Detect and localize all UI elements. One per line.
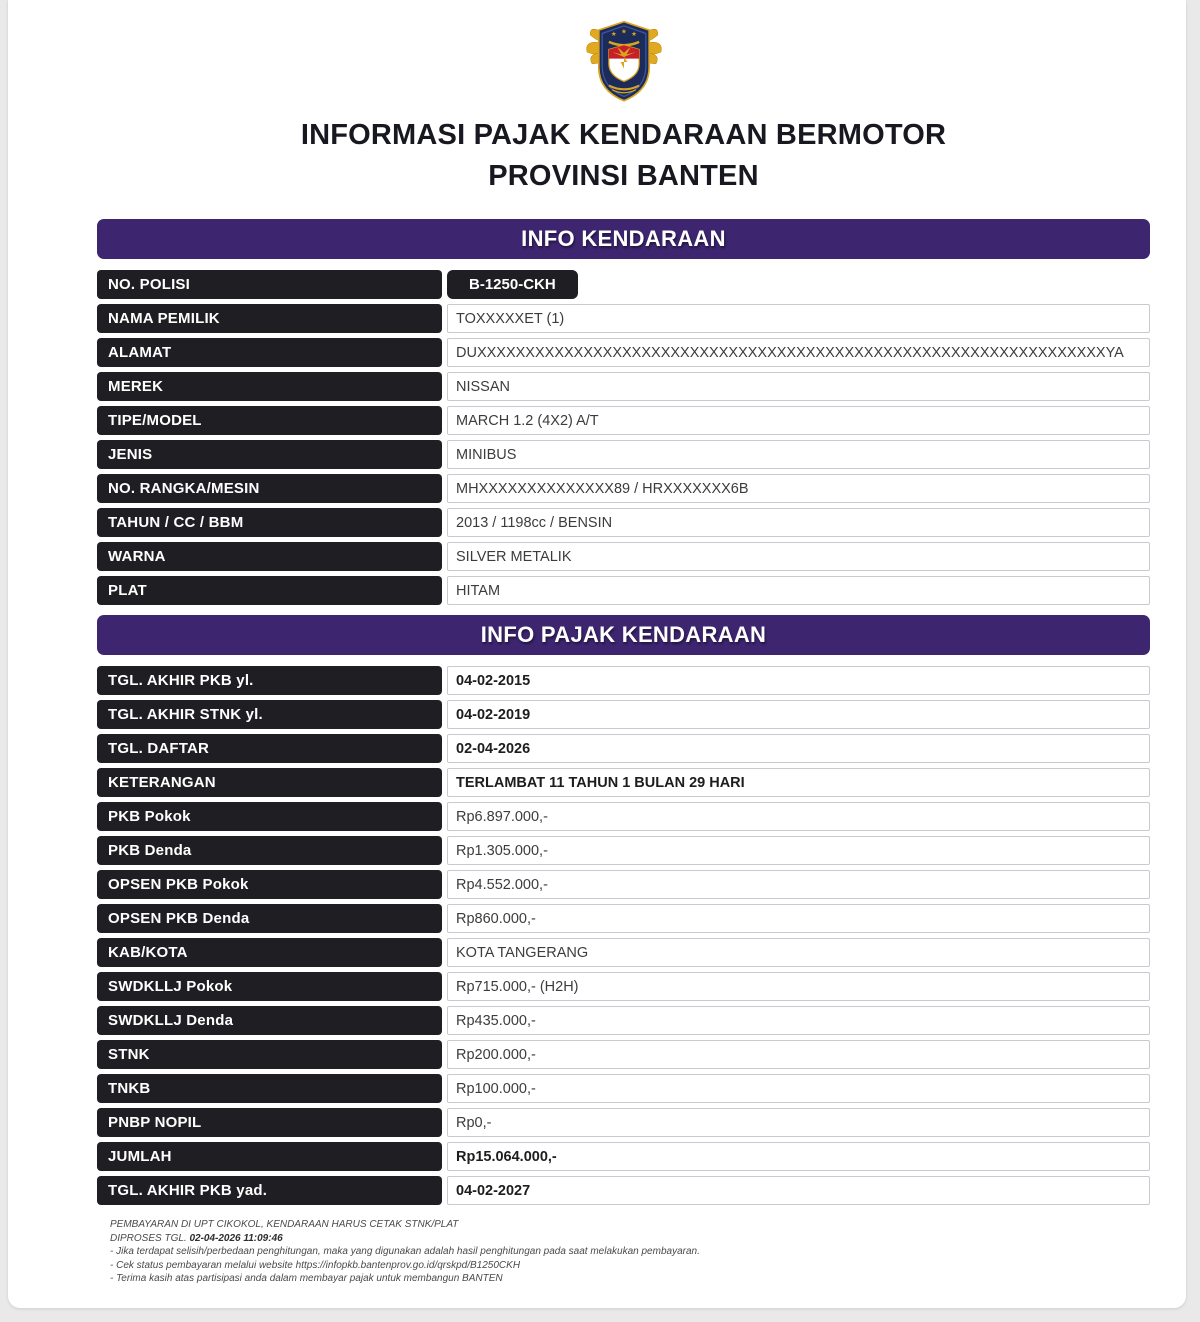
page-card	[8, 0, 1186, 1308]
row-label: TAHUN / CC / BBM	[97, 508, 442, 537]
table-row	[97, 700, 1150, 729]
table-row	[97, 338, 1150, 367]
row-label: PNBP NOPIL	[97, 1108, 442, 1137]
row-value: Rp100.000,-	[447, 1074, 1150, 1103]
footer-processed-line	[110, 1232, 1150, 1246]
row-label: MEREK	[97, 372, 442, 401]
svg-text:★: ★	[610, 31, 617, 38]
footer-note-1: - Jika terdapat selisih/perbedaan penghitungan, maka yang digunakan adalah hasil penghitungan pada saat melakukan pembayaran.	[110, 1246, 700, 1258]
table-row	[97, 1176, 1150, 1205]
row-value: Rp860.000,-	[447, 904, 1150, 933]
page-content	[97, 0, 1150, 1286]
row-label: JUMLAH	[97, 1142, 442, 1171]
table-row	[97, 836, 1150, 865]
page-title-line2: PROVINSI BANTEN	[488, 160, 759, 193]
table-row	[97, 1006, 1150, 1035]
page-title-line1: INFORMASI PAJAK KENDARAAN BERMOTOR	[300, 119, 947, 151]
section-header	[97, 219, 1150, 259]
footer-payment-note: PEMBAYARAN DI UPT CIKOKOL, KENDARAAN HARUS CETAK STNK/PLAT	[110, 1219, 459, 1231]
row-value: Rp435.000,-	[447, 1006, 1150, 1035]
row-value: MINIBUS	[447, 440, 1150, 469]
row-value: TOXXXXXET (1)	[447, 304, 1150, 333]
footer-notes	[97, 1218, 1150, 1286]
info-section	[97, 219, 1150, 605]
table-row	[97, 406, 1150, 435]
row-label: NAMA PEMILIK	[97, 304, 442, 333]
table-row	[97, 508, 1150, 537]
row-value: KOTA TANGERANG	[447, 938, 1150, 967]
table-row	[97, 372, 1150, 401]
row-label: TIPE/MODEL	[97, 406, 442, 435]
table-row	[97, 542, 1150, 571]
row-label: JENIS	[97, 440, 442, 469]
table-row	[97, 904, 1150, 933]
row-value: Rp1.305.000,-	[447, 836, 1150, 865]
table-row	[97, 802, 1150, 831]
row-label: TGL. AKHIR PKB yad.	[97, 1176, 442, 1205]
row-value: Rp15.064.000,-	[447, 1142, 1150, 1171]
table-row	[97, 972, 1150, 1001]
row-value: 02-04-2026	[447, 734, 1150, 763]
row-value: MHXXXXXXXXXXXXXX89 / HRXXXXXXX6B	[447, 474, 1150, 503]
sections	[97, 219, 1150, 1205]
row-label: SWDKLLJ Denda	[97, 1006, 442, 1035]
table-row	[97, 666, 1150, 695]
row-value: NISSAN	[447, 372, 1150, 401]
svg-text:★: ★	[620, 28, 627, 36]
row-label: TGL. AKHIR PKB yl.	[97, 666, 442, 695]
section-header	[97, 615, 1150, 655]
row-value: B-1250-CKH	[447, 270, 578, 299]
row-value: 2013 / 1198cc / BENSIN	[447, 508, 1150, 537]
row-value: Rp6.897.000,-	[447, 802, 1150, 831]
table-row	[97, 440, 1150, 469]
row-value: Rp4.552.000,-	[447, 870, 1150, 899]
row-label: KAB/KOTA	[97, 938, 442, 967]
row-value: 04-02-2015	[447, 666, 1150, 695]
row-label: PKB Pokok	[97, 802, 442, 831]
row-label: WARNA	[97, 542, 442, 571]
row-label: STNK	[97, 1040, 442, 1069]
table-row	[97, 270, 1150, 299]
row-value: DUXXXXXXXXXXXXXXXXXXXXXXXXXXXXXXXXXXXXXXXXXXXXXXXXXXXXXXXXXXXXXXXXXYA	[447, 338, 1150, 367]
row-value: SILVER METALIK	[447, 542, 1150, 571]
row-value: Rp200.000,-	[447, 1040, 1150, 1069]
footer-note-2: - Cek status pembayaran melalui website https://infopkb.bantenprov.go.id/qrskpd/B1250CKH	[110, 1259, 521, 1271]
logo-wrap	[97, 8, 1150, 111]
row-label: SWDKLLJ Pokok	[97, 972, 442, 1001]
footer-note-3: - Terima kasih atas partisipasi anda dalam membayar pajak untuk membangun BANTEN	[110, 1273, 503, 1285]
table-row	[97, 1142, 1150, 1171]
row-value: 04-02-2019	[447, 700, 1150, 729]
row-label: KETERANGAN	[97, 768, 442, 797]
row-label: NO. POLISI	[97, 270, 442, 299]
row-label: OPSEN PKB Denda	[97, 904, 442, 933]
row-value: Rp715.000,- (H2H)	[447, 972, 1150, 1001]
row-value: HITAM	[447, 576, 1150, 605]
row-value: MARCH 1.2 (4X2) A/T	[447, 406, 1150, 435]
table-row	[97, 734, 1150, 763]
row-label: PLAT	[97, 576, 442, 605]
table-row	[97, 938, 1150, 967]
row-label: TGL. AKHIR STNK yl.	[97, 700, 442, 729]
row-label: PKB Denda	[97, 836, 442, 865]
section-rows	[97, 666, 1150, 1205]
row-label: NO. RANGKA/MESIN	[97, 474, 442, 503]
table-row	[97, 304, 1150, 333]
row-label: ALAMAT	[97, 338, 442, 367]
table-row	[97, 576, 1150, 605]
table-row	[97, 1040, 1150, 1069]
table-row	[97, 768, 1150, 797]
table-row	[97, 1108, 1150, 1137]
row-label: OPSEN PKB Pokok	[97, 870, 442, 899]
info-section	[97, 615, 1150, 1205]
table-row	[97, 870, 1150, 899]
footer-processed-datetime: 02-04-2026 11:09:46	[189, 1232, 283, 1244]
row-value: Rp0,-	[447, 1108, 1150, 1137]
row-value: TERLAMBAT 11 TAHUN 1 BULAN 29 HARI	[447, 768, 1150, 797]
row-label: TGL. DAFTAR	[97, 734, 442, 763]
table-row	[97, 474, 1150, 503]
footer-processed-prefix: DIPROSES TGL.	[110, 1232, 190, 1244]
row-label: TNKB	[97, 1074, 442, 1103]
section-header-label: INFO PAJAK KENDARAAN	[480, 622, 767, 648]
police-traffic-emblem-icon	[582, 8, 666, 106]
section-rows	[97, 270, 1150, 605]
svg-text:★: ★	[630, 31, 637, 38]
page-title	[97, 115, 1150, 197]
section-header-label: INFO KENDARAAN	[521, 226, 726, 252]
table-row	[97, 1074, 1150, 1103]
row-value: 04-02-2027	[447, 1176, 1150, 1205]
